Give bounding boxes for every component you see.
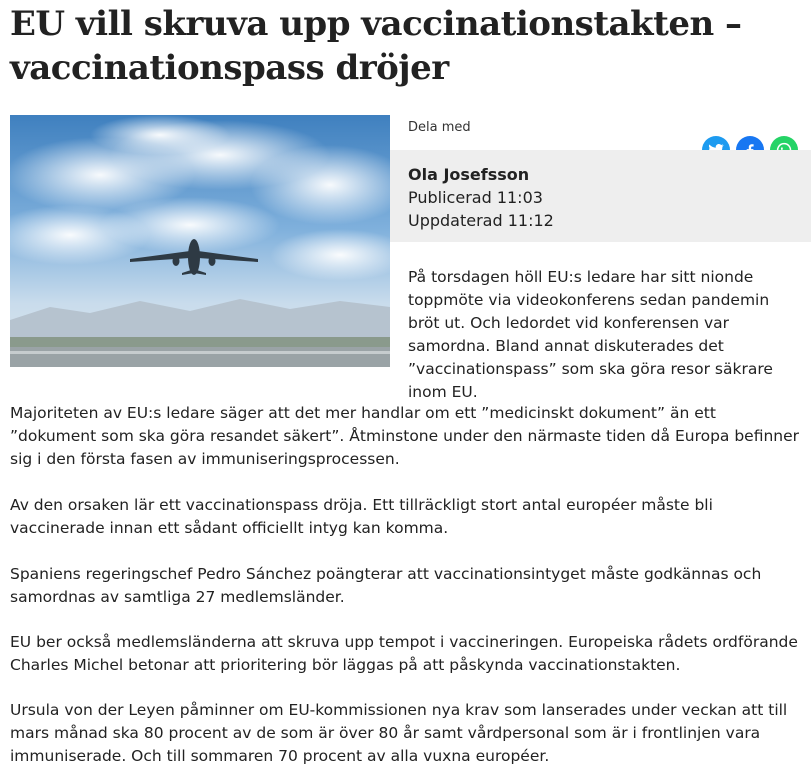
- article-paragraph: Ursula von der Leyen påminner om EU-kommissionen nya krav som lanserades under veckan att till mars månad ska 80 procent av de som är över 80 år samt vårdpersonal som är i frontlinjen vara immuniserade. Och till sommaren 70 procent av alla vuxna européer.: [10, 701, 788, 765]
- updated-time: Uppdaterad 11:12: [408, 211, 554, 230]
- hero-image-airplane: [10, 115, 390, 367]
- author-name[interactable]: Ola Josefsson: [408, 165, 530, 184]
- published-time: Publicerad 11:03: [408, 188, 543, 207]
- article-headline: EU vill skruva upp vaccinationstakten – vaccinationspass dröjer: [10, 4, 742, 88]
- article-paragraph: Av den orsaken lär ett vaccinationspass dröja. Ett tillräckligt stort antal européer måste bli vaccinerade innan ett sådant officiellt intyg kan komma.: [10, 496, 713, 537]
- article-paragraph: Spaniens regeringschef Pedro Sánchez poängterar att vaccinationsintyget måste godkännas och samordnas av samtliga 27 medlemsländer.: [10, 565, 762, 606]
- article-lede: På torsdagen höll EU:s ledare har sitt nionde toppmöte via videokonferens sedan pandemin bröt ut. Och ledordet vid konferensen var samordna. Bland annat diskuterades det ”vaccinationspass” som ska göra resor säkrare inom EU.: [408, 268, 773, 401]
- article-paragraph: EU ber också medlemsländerna att skruva upp tempot i vaccineringen. Europeiska rådets ordförande Charles Michel betonar att prioritering bör läggas på att påskynda vaccinationstakten.: [10, 633, 798, 674]
- article-paragraph: Majoriteten av EU:s ledare säger att det mer handlar om ett ”medicinskt dokument” än ett ”dokument som ska göra resandet säkert”. Åtminstone under den närmaste tiden då Europa befinner sig i den första fasen av immuniseringsprocessen.: [10, 404, 800, 468]
- share-label: Dela med: [408, 120, 471, 135]
